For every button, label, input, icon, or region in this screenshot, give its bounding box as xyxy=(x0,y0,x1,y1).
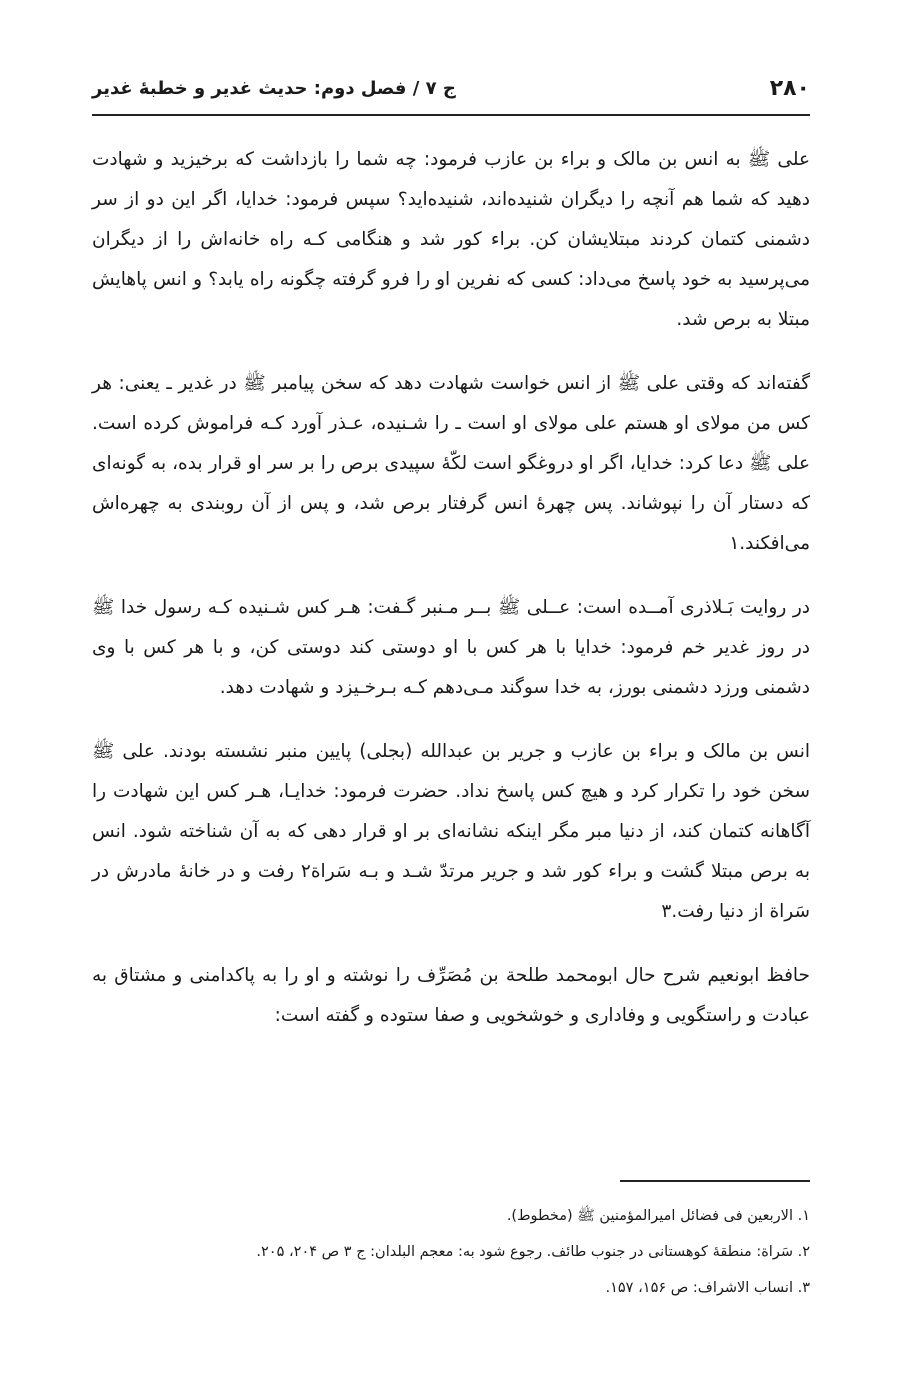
paragraph-2: گفته‌اند که وقتی علی ﷺ از انس خواست شهادت دهد که سخن پیامبر ﷺ در غدیر ـ یعنی: هر کس من مولای او هستم علی مولای او است ـ را شـنیده، عـذر آورد کـه فراموش کرده است. علی ﷺ دعا کرد: خدایا، اگر او دروغگو است لکّهٔ سپیدی برص را بر سر او قرار بده، به گونه‌ای که دستار آن را نپوشاند. پس چهرهٔ انس گرفتار برص شد، و پس از آن روبندی به چهره‌اش می‌افکند.۱ xyxy=(92,373,810,554)
book-page xyxy=(92,0,810,1390)
footnote-1: ۱. الاربعین فی فضائل امیرالمؤمنین ﷺ (مخطوط). xyxy=(506,1208,810,1224)
paragraph-5: حافظ ابونعیم شرح حال ابومحمد طلحة بن مُصَرِّف را نوشته و او را به پاکدامنی و مشتاق به عبادت و راستگویی و وفاداری و خوشخویی و صفا ستوده و گفته است: xyxy=(92,965,810,1026)
page-header xyxy=(92,74,810,116)
footnotes xyxy=(92,1198,810,1306)
footnote-3: ۳. انساب الاشراف: ص ۱۵۶، ۱۵۷. xyxy=(605,1280,810,1296)
running-title: ج ۷ / فصل دوم: حدیث غدیر و خطبهٔ غدیر xyxy=(92,78,456,99)
paragraph-3: در روایت بَـلاذری آمــده است: عــلی ﷺ بــر مـنبر گـفت: هـر کس شـنیده کـه رسول خدا ﷺ در روز غدیر خم فرمود: خدایا با هر کس با او دوستی کند دوستی کن، و با هر کس با وی دشمنی ورزد دشمنی بورز، به خدا سوگند مـی‌دهم کـه بـرخـیزد و شهادت دهد. xyxy=(92,597,810,698)
footnote-2: ۲. سَراة: منطقهٔ کوهستانی در جنوب طائف. رجوع شود به: معجم البلدان: ج ۳ ص ۲۰۴، ۲۰۵. xyxy=(256,1244,810,1260)
paragraph-4: انس بن مالک و براء بن عازب و جریر بن عبدالله (بجلی) پایین منبر نشسته بودند. علی ﷺ سخن خود را تکرار کرد و هیچ کس پاسخ نداد. حضرت فرمود: خدایـا، هـر کس این شهادت را آگاهانه کتمان کند، از دنیا مبر مگر اینکه نشانه‌ای بر او قرار دهی که به آن شناخته شود. انس به برص مبتلا گشت و براء کور شد و جریر مرتدّ شـد و بـه سَراة۲ رفت و در خانهٔ مادرش در سَراة از دنیا رفت.۳ xyxy=(92,741,810,922)
body-text xyxy=(92,140,810,1060)
paragraph-1: علی ﷺ به انس بن مالک و براء بن عازب فرمود: چه شما را بازداشت که برخیزید و شهادت دهید که شما هم آنچه را دیگران شنیده‌اند، شنیده‌اید؟ سپس فرمود: خدایا، اگر این دو از سر دشمنی کتمان کردند مبتلایشان کن. براء کور شد و هنگامی کـه راه خانه‌اش را از دیگران می‌پرسید به خود پاسخ می‌داد: کسی که نفرین او را فرو گرفته چگونه راه یابد؟ و انس پاهایش مبتلا به برص شد. xyxy=(92,149,810,330)
page-number: ۲۸۰ xyxy=(769,76,810,101)
footnote-divider xyxy=(620,1180,810,1182)
